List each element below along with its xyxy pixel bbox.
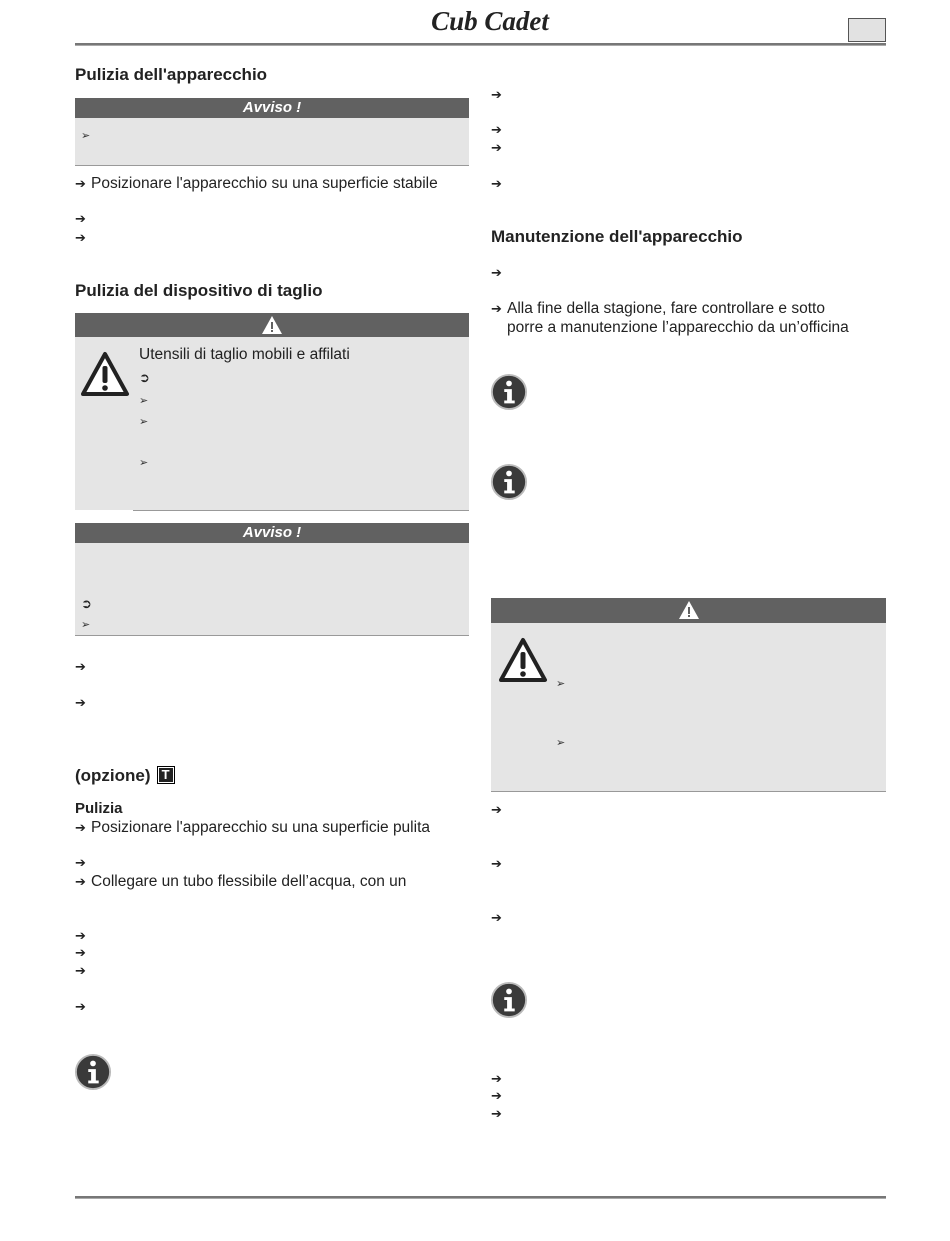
- brand-text: Cub Cadet: [431, 6, 549, 36]
- arrow-icon: ➔: [491, 301, 502, 316]
- arrow-icon: ➔: [75, 963, 86, 978]
- arrow-icon: ➔: [75, 230, 86, 245]
- footer-rule: [75, 1196, 886, 1199]
- hand-pointer-icon: ➲: [81, 596, 92, 611]
- cub-cadet-logo: [400, 6, 580, 36]
- heading-cleaning-device: Pulizia dell'apparecchio: [75, 65, 268, 84]
- arrow-icon: ➔: [491, 1088, 502, 1103]
- warning-triangle-icon: [497, 637, 549, 683]
- info-icon: [490, 981, 528, 1019]
- notice-box-2-title: Avviso !: [75, 523, 469, 543]
- arrow-icon: ➔: [75, 874, 86, 889]
- step-stable-surface: Posizionare l'apparecchio su una superficie stabile: [91, 175, 438, 192]
- arrow-icon: ➔: [491, 122, 502, 137]
- page-number-box: [848, 18, 886, 42]
- arrow-icon: ➔: [75, 695, 86, 710]
- bullet-triangle-icon: ➢: [556, 678, 566, 690]
- warning-1-text: Utensili di taglio mobili e affilati: [139, 346, 350, 363]
- arrow-icon: ➔: [491, 265, 502, 280]
- notice-box-1-rule: [75, 165, 469, 166]
- bullet-triangle-icon: ➢: [81, 130, 91, 142]
- arrow-icon: ➔: [491, 910, 502, 925]
- warning-header-icon: [678, 600, 700, 620]
- notice-box-1-title: Avviso !: [75, 98, 469, 118]
- arrow-icon: ➔: [491, 856, 502, 871]
- arrow-icon: ➔: [491, 1106, 502, 1121]
- bullet-triangle-icon: ➢: [81, 619, 91, 631]
- warning-header-icon: [261, 315, 283, 335]
- step-hose: Collegare un tubo flessibile dell’acqua, con un: [91, 873, 407, 890]
- arrow-icon: ➔: [491, 1071, 502, 1086]
- info-icon: [74, 1053, 112, 1091]
- arrow-icon: ➔: [75, 999, 86, 1014]
- warning-box-1: [75, 313, 469, 510]
- warning-box-1-rule: [133, 510, 469, 511]
- warning-triangle-icon: [80, 351, 130, 397]
- bullet-triangle-icon: ➢: [139, 457, 149, 469]
- bullet-triangle-icon: ➢: [556, 737, 566, 749]
- warning-box-2: [491, 598, 886, 791]
- arrow-icon: ➔: [75, 176, 86, 191]
- arrow-icon: ➔: [75, 659, 86, 674]
- info-icon: [490, 463, 528, 501]
- arrow-icon: ➔: [75, 928, 86, 943]
- arrow-icon: ➔: [75, 211, 86, 226]
- bullet-triangle-icon: ➢: [139, 395, 149, 407]
- arrow-icon: ➔: [491, 176, 502, 191]
- warning-box-1-header: [75, 313, 469, 337]
- arrow-icon: ➔: [75, 855, 86, 870]
- arrow-icon: ➔: [491, 140, 502, 155]
- hand-pointer-icon: ➲: [139, 370, 150, 385]
- heading-maintenance: Manutenzione dell'apparecchio: [491, 227, 743, 246]
- step-season-line-1: Alla fine della stagione, fare controllare e sotto: [507, 300, 825, 317]
- arrow-icon: ➔: [491, 87, 502, 102]
- bullet-triangle-icon: ➢: [139, 416, 149, 428]
- step-clean-surface: Posizionare l'apparecchio su una superficie pulita: [91, 819, 430, 836]
- option-t-badge: T: [157, 766, 175, 784]
- header-rule: [75, 43, 886, 46]
- heading-cleaning-cutter: Pulizia del dispositivo di taglio: [75, 281, 323, 300]
- heading-option: [75, 766, 175, 786]
- info-icon: [490, 373, 528, 411]
- notice-box-2-rule: [75, 635, 469, 636]
- warning-box-2-header: [491, 598, 886, 623]
- step-season-line-2: porre a manutenzione l’apparecchio da un’officina: [507, 319, 849, 336]
- arrow-icon: ➔: [75, 820, 86, 835]
- option-label: (opzione): [75, 766, 151, 785]
- warning-box-2-rule: [491, 791, 886, 792]
- subheading-cleaning: Pulizia: [75, 800, 123, 817]
- arrow-icon: ➔: [491, 802, 502, 817]
- arrow-icon: ➔: [75, 945, 86, 960]
